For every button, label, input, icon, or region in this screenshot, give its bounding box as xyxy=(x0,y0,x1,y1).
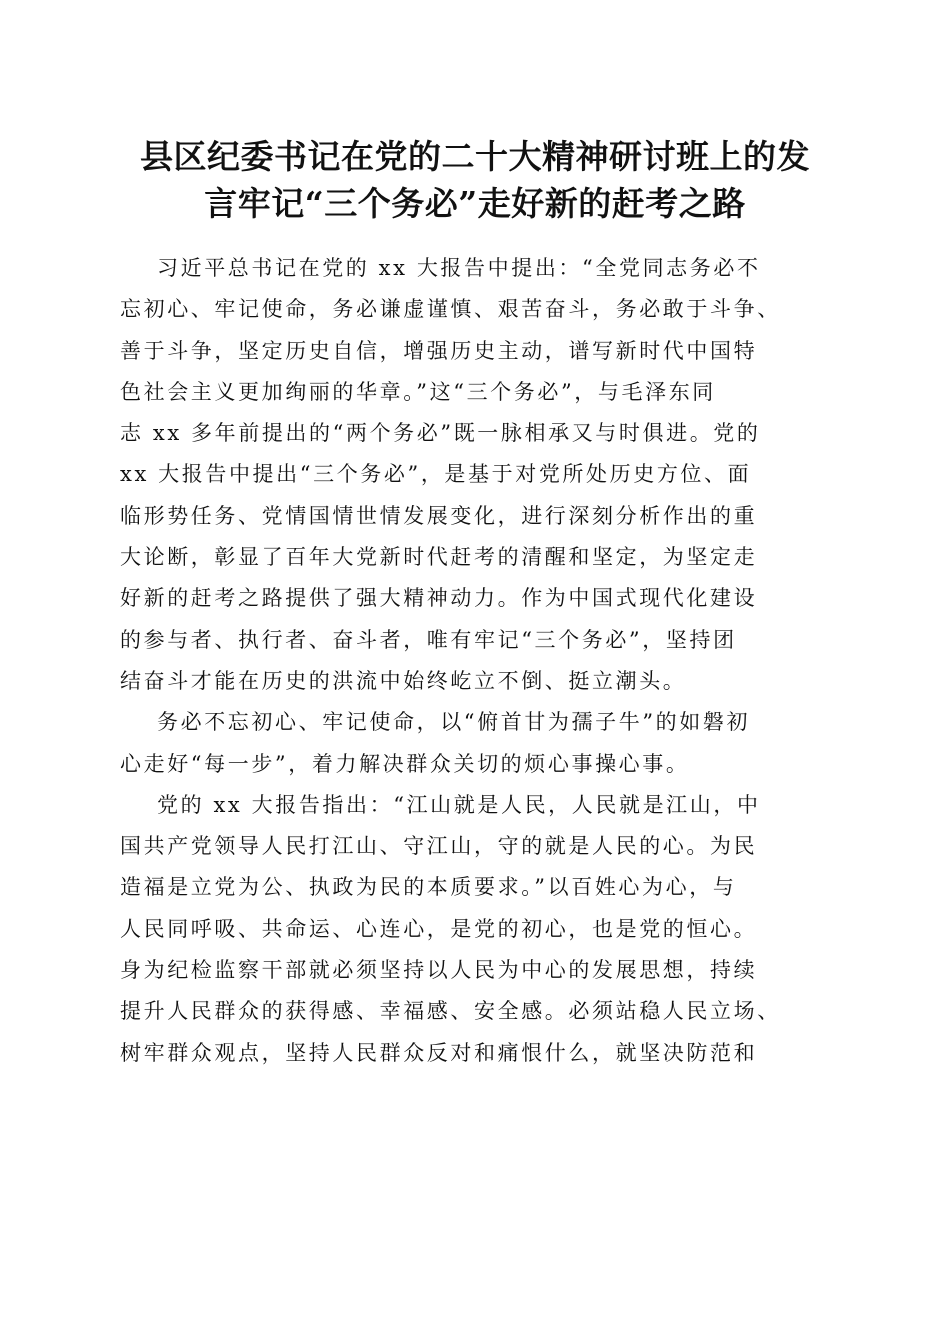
body-line: 身为纪检监察干部就必须坚持以人民为中心的发展思想，持续 xyxy=(120,958,758,983)
body-line: 结奋斗才能在历史的洪流中始终屹立不倒、挺立潮头。 xyxy=(120,668,687,693)
body-line: 色社会主义更加绚丽的华章。”这“三个务必”，与毛泽东同 xyxy=(120,379,716,404)
body-line: 临形势任务、党情国情世情发展变化，进行深刻分析作出的重 xyxy=(120,503,758,528)
document-title xyxy=(110,133,840,227)
body-line: xx 大报告中提出“三个务必”，是基于对党所处历史方位、面 xyxy=(120,462,752,487)
body-line: 志 xx 多年前提出的“两个务必”既一脉相承又与时俱进。党的 xyxy=(120,421,761,446)
body-line: 大论断，彰显了百年大党新时代赶考的清醒和坚定，为坚定走 xyxy=(120,545,758,570)
body-line: 务必不忘初心、牢记使命，以“俯首甘为孺子牛”的如磐初 xyxy=(157,710,751,735)
title-line-2: 言牢记“三个务必”走好新的赶考之路 xyxy=(204,184,746,223)
body-line: 心走好“每一步”，着力解决群众关切的烦心事操心事。 xyxy=(120,751,690,776)
body-line: 善于斗争，坚定历史自信，增强历史主动，谱写新时代中国特 xyxy=(120,338,758,363)
body-line: 党的 xx 大报告指出：“江山就是人民，人民就是江山，中 xyxy=(157,792,761,817)
title-line-1: 县区纪委书记在党的二十大精神研讨班上的发 xyxy=(140,137,810,176)
body-line: 的参与者、执行者、奋斗者，唯有牢记“三个务必”，坚持团 xyxy=(120,627,737,652)
body-line: 忘初心、牢记使命，务必谦虚谨慎、艰苦奋斗，务必敢于斗争、 xyxy=(120,297,781,322)
body-line: 造福是立党为公、执政为民的本质要求。”以百姓心为心，与 xyxy=(120,875,737,900)
document-body xyxy=(120,248,840,1074)
body-line: 提升人民群众的获得感、幸福感、安全感。必须站稳人民立场、 xyxy=(120,999,781,1024)
body-line: 人民同呼吸、共命运、心连心，是党的初心，也是党的恒心。 xyxy=(120,916,758,941)
body-line: 国共产党领导人民打江山、守江山，守的就是人民的心。为民 xyxy=(120,834,758,859)
body-line: 习近平总书记在党的 xx 大报告中提出：“全党同志务必不 xyxy=(157,256,761,280)
body-line: 好新的赶考之路提供了强大精神动力。作为中国式现代化建设 xyxy=(120,586,758,611)
body-line: 树牢群众观点，坚持人民群众反对和痛恨什么，就坚决防范和 xyxy=(120,1040,758,1065)
